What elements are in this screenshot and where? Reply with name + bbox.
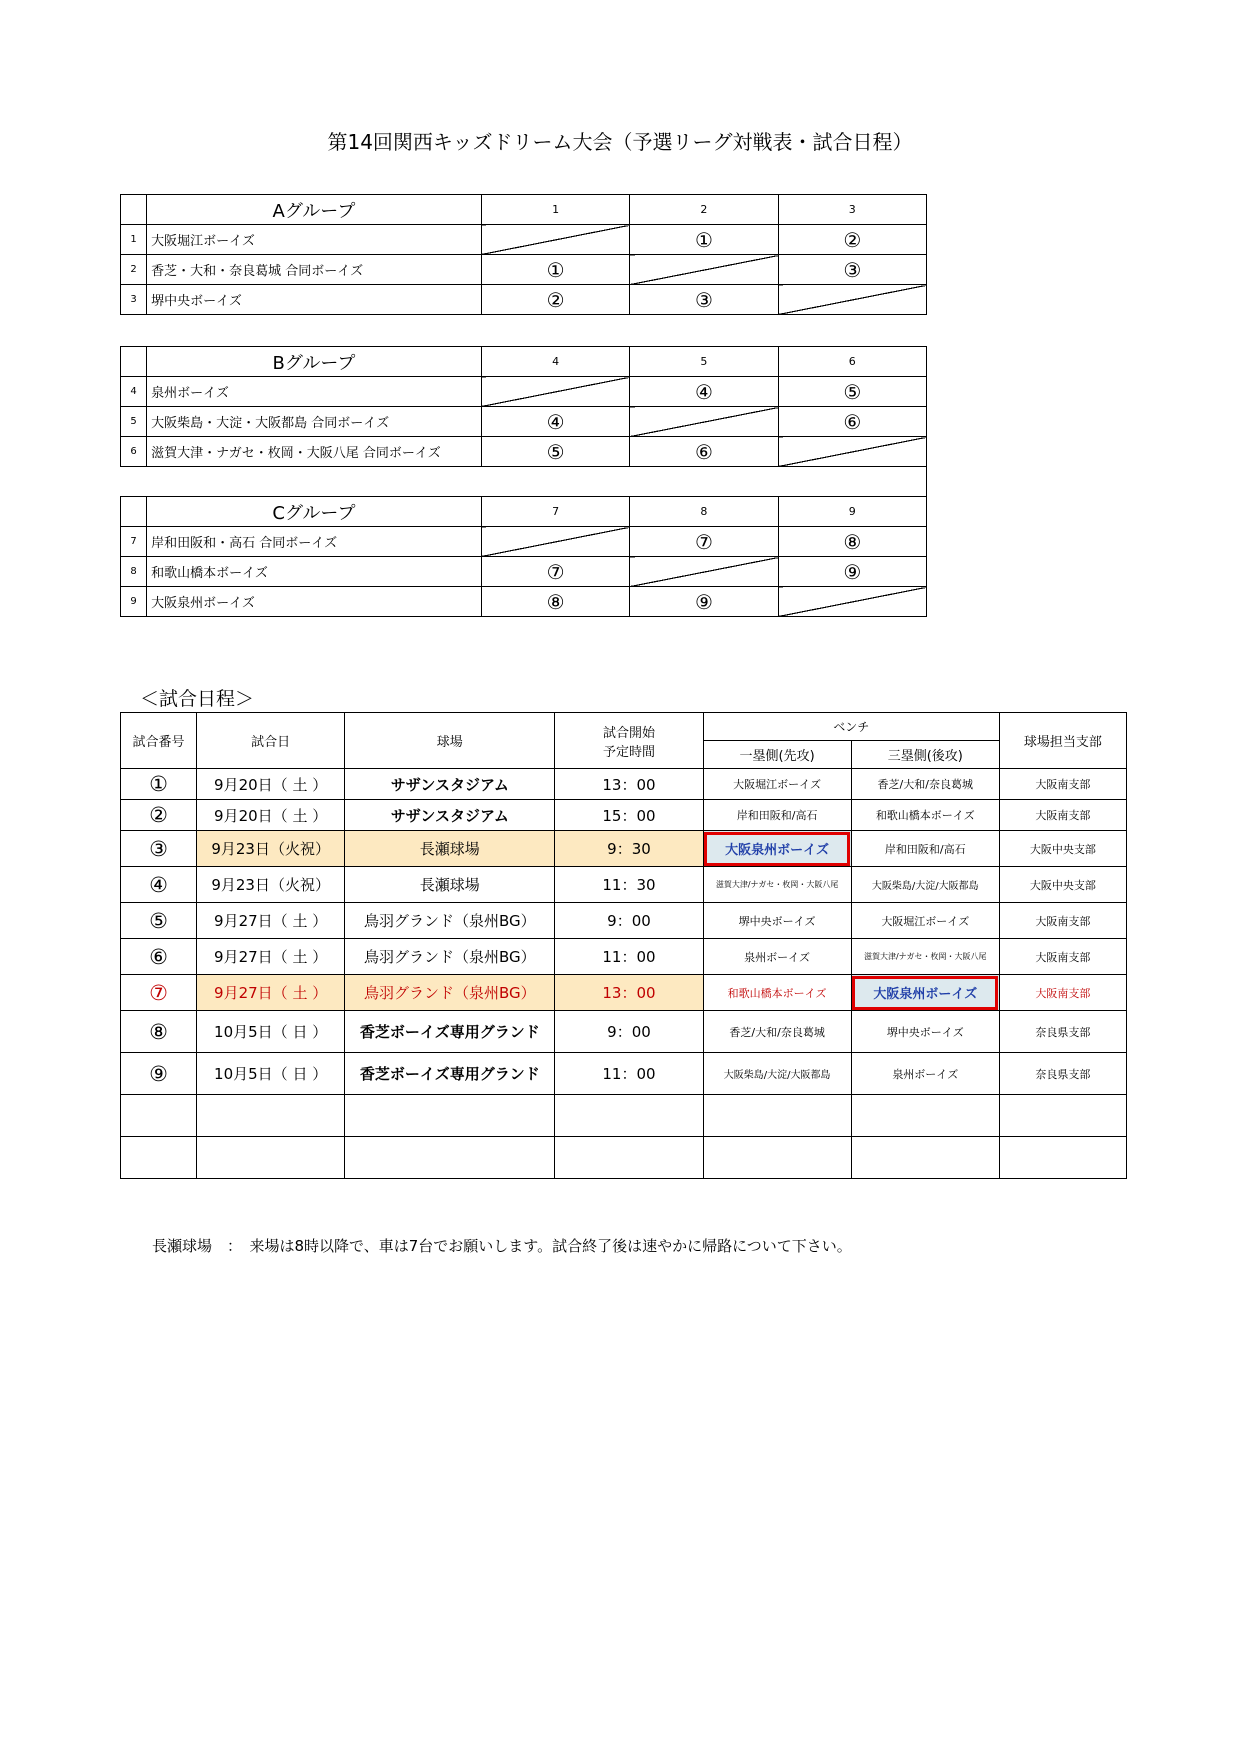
- column-header: 7: [481, 497, 629, 527]
- match-time: 13：00: [555, 769, 703, 800]
- team-row: [121, 437, 927, 467]
- third-base-team: 滋賀大津/ナガセ・枚岡・大阪八尾: [851, 939, 999, 975]
- team-name: 大阪泉州ボーイズ: [147, 587, 482, 617]
- match-cell: ③: [778, 255, 926, 285]
- match-cell: ⑨: [778, 557, 926, 587]
- group-a-table: [120, 194, 927, 315]
- first-base-team: 泉州ボーイズ: [703, 939, 851, 975]
- column-header: 5: [630, 347, 778, 377]
- team-row: [121, 527, 927, 557]
- match-number: ⑥: [121, 939, 197, 975]
- match-cell: ⑤: [778, 377, 926, 407]
- third-base-team: 堺中央ボーイズ: [851, 1011, 999, 1053]
- team-name: 大阪柴島・大淀・大阪都島 合同ボーイズ: [147, 407, 482, 437]
- team-row: [121, 377, 927, 407]
- match-cell: ④: [630, 377, 778, 407]
- match-venue: 香芝ボーイズ専用グランド: [345, 1011, 555, 1053]
- branch: 大阪南支部: [999, 800, 1126, 831]
- match-cell: ⑤: [481, 437, 629, 467]
- header-bench: ベンチ: [703, 713, 999, 741]
- header-first-base: 一塁側(先攻): [703, 741, 851, 769]
- first-base-team: 和歌山橋本ボーイズ: [703, 975, 851, 1011]
- match-number: ①: [121, 769, 197, 800]
- match-cell: ⑧: [481, 587, 629, 617]
- header-third-base: 三塁側(後攻): [851, 741, 999, 769]
- match-cell: ⑦: [481, 557, 629, 587]
- column-header: 3: [778, 195, 926, 225]
- group-name: Aグループ: [147, 195, 482, 225]
- team-number: 2: [121, 255, 147, 285]
- column-header: 8: [630, 497, 778, 527]
- group-name: Cグループ: [147, 497, 482, 527]
- header-date: 試合日: [197, 713, 345, 769]
- schedule-row: [121, 867, 1127, 903]
- branch: 大阪中央支部: [999, 867, 1126, 903]
- diagonal-cell: [778, 285, 926, 315]
- third-base-team: 岸和田阪和/高石: [851, 831, 999, 867]
- team-name: 大阪堀江ボーイズ: [147, 225, 482, 255]
- match-cell: ③: [630, 285, 778, 315]
- team-number: 3: [121, 285, 147, 315]
- team-number: 4: [121, 377, 147, 407]
- third-base-team: 大阪堀江ボーイズ: [851, 903, 999, 939]
- schedule-row: [121, 939, 1127, 975]
- match-time: 9：00: [555, 1011, 703, 1053]
- venue-note: 長瀬球場 ： 来場は8時以降で、車は7台でお願いします。試合終了後は速やかに帰路について下さい。: [152, 1237, 852, 1255]
- team-row: [121, 407, 927, 437]
- match-venue: サザンスタジアム: [345, 800, 555, 831]
- match-cell: ⑦: [630, 527, 778, 557]
- diagonal-cell: [481, 225, 629, 255]
- third-base-team: 大阪泉州ボーイズ: [851, 975, 999, 1011]
- match-cell: ⑥: [778, 407, 926, 437]
- group-name: Bグループ: [147, 347, 482, 377]
- first-base-team: 香芝/大和/奈良葛城: [703, 1011, 851, 1053]
- match-time: 11：30: [555, 867, 703, 903]
- match-time: 13：00: [555, 975, 703, 1011]
- diagonal-cell: [630, 557, 778, 587]
- team-name: 泉州ボーイズ: [147, 377, 482, 407]
- third-base-team: 和歌山橋本ボーイズ: [851, 800, 999, 831]
- document-title: 第14回関西キッズドリーム大会（予選リーグ対戦表・試合日程）: [327, 130, 913, 154]
- match-number: ④: [121, 867, 197, 903]
- header-venue: 球場: [345, 713, 555, 769]
- match-venue: 長瀬球場: [345, 831, 555, 867]
- match-date: 10月5日（ 日 ）: [197, 1011, 345, 1053]
- match-venue: 香芝ボーイズ専用グランド: [345, 1053, 555, 1095]
- first-base-team: 滋賀大津/ナガセ・枚岡・大阪八尾: [703, 867, 851, 903]
- group-bc-table: [120, 346, 927, 617]
- diagonal-cell: [481, 527, 629, 557]
- column-header: 6: [778, 347, 926, 377]
- match-time: 9：00: [555, 903, 703, 939]
- match-venue: 鳥羽グランド（泉州BG）: [345, 975, 555, 1011]
- schedule-row: [121, 903, 1127, 939]
- match-time: 11：00: [555, 1053, 703, 1095]
- match-cell: ⑧: [778, 527, 926, 557]
- team-name: 堺中央ボーイズ: [147, 285, 482, 315]
- match-number: ⑨: [121, 1053, 197, 1095]
- header-start-time-line1: 試合開始: [602, 725, 655, 741]
- team-row: [121, 225, 927, 255]
- branch: 大阪南支部: [999, 903, 1126, 939]
- match-cell: ⑥: [630, 437, 778, 467]
- match-venue: 鳥羽グランド（泉州BG）: [345, 939, 555, 975]
- match-cell: ⑨: [630, 587, 778, 617]
- third-base-team: 大阪柴島/大淀/大阪都島: [851, 867, 999, 903]
- team-row: [121, 557, 927, 587]
- first-base-team: 大阪泉州ボーイズ: [703, 831, 851, 867]
- match-cell: ①: [630, 225, 778, 255]
- team-row: [121, 587, 927, 617]
- team-name: 岸和田阪和・高石 合同ボーイズ: [147, 527, 482, 557]
- branch: 大阪南支部: [999, 939, 1126, 975]
- diagonal-cell: [778, 437, 926, 467]
- team-row: [121, 285, 927, 315]
- schedule-heading: ＜試合日程＞: [140, 688, 255, 710]
- schedule-table: [120, 712, 1127, 1179]
- third-base-team: 香芝/大和/奈良葛城: [851, 769, 999, 800]
- schedule-row: [121, 1053, 1127, 1095]
- match-venue: 長瀬球場: [345, 867, 555, 903]
- match-cell: ②: [778, 225, 926, 255]
- diagonal-cell: [778, 587, 926, 617]
- branch: 奈良県支部: [999, 1053, 1126, 1095]
- third-base-team: 泉州ボーイズ: [851, 1053, 999, 1095]
- header-match-no: 試合番号: [121, 713, 197, 769]
- team-name: 和歌山橋本ボーイズ: [147, 557, 482, 587]
- first-base-team: 岸和田阪和/高石: [703, 800, 851, 831]
- match-date: 9月27日（ 土 ）: [197, 903, 345, 939]
- match-venue: 鳥羽グランド（泉州BG）: [345, 903, 555, 939]
- match-date: 9月23日（火祝）: [197, 831, 345, 867]
- team-name: 滋賀大津・ナガセ・枚岡・大阪八尾 合同ボーイズ: [147, 437, 482, 467]
- header-start-time: [555, 713, 703, 769]
- first-base-team: 大阪堀江ボーイズ: [703, 769, 851, 800]
- branch: 大阪南支部: [999, 769, 1126, 800]
- team-name: 香芝・大和・奈良葛城 合同ボーイズ: [147, 255, 482, 285]
- match-cell: ④: [481, 407, 629, 437]
- branch: 大阪中央支部: [999, 831, 1126, 867]
- match-time: 11：00: [555, 939, 703, 975]
- schedule-row: [121, 1011, 1127, 1053]
- match-number: ⑦: [121, 975, 197, 1011]
- match-venue: サザンスタジアム: [345, 769, 555, 800]
- first-base-team: 堺中央ボーイズ: [703, 903, 851, 939]
- column-header: 1: [481, 195, 629, 225]
- header-branch: 球場担当支部: [999, 713, 1126, 769]
- team-number: 8: [121, 557, 147, 587]
- diagonal-cell: [481, 377, 629, 407]
- match-date: 9月27日（ 土 ）: [197, 939, 345, 975]
- diagonal-cell: [630, 255, 778, 285]
- match-date: 9月23日（火祝）: [197, 867, 345, 903]
- match-date: 9月27日（ 土 ）: [197, 975, 345, 1011]
- match-time: 15：00: [555, 800, 703, 831]
- column-header: 9: [778, 497, 926, 527]
- team-row: [121, 255, 927, 285]
- match-time: 9：30: [555, 831, 703, 867]
- match-number: ⑤: [121, 903, 197, 939]
- match-date: 9月20日（ 土 ）: [197, 769, 345, 800]
- column-header: 2: [630, 195, 778, 225]
- match-cell: ②: [481, 285, 629, 315]
- team-number: 7: [121, 527, 147, 557]
- match-date: 9月20日（ 土 ）: [197, 800, 345, 831]
- team-number: 1: [121, 225, 147, 255]
- match-date: 10月5日（ 日 ）: [197, 1053, 345, 1095]
- empty-row: [121, 1095, 1127, 1137]
- team-number: 6: [121, 437, 147, 467]
- team-number: 9: [121, 587, 147, 617]
- diagonal-cell: [630, 407, 778, 437]
- empty-row: [121, 1137, 1127, 1179]
- schedule-row: [121, 769, 1127, 800]
- column-header: 4: [481, 347, 629, 377]
- match-number: ②: [121, 800, 197, 831]
- branch: 大阪南支部: [999, 975, 1126, 1011]
- branch: 奈良県支部: [999, 1011, 1126, 1053]
- match-cell: ①: [481, 255, 629, 285]
- schedule-row: [121, 800, 1127, 831]
- schedule-row: [121, 831, 1127, 867]
- team-number: 5: [121, 407, 147, 437]
- schedule-row: [121, 975, 1127, 1011]
- match-number: ③: [121, 831, 197, 867]
- match-number: ⑧: [121, 1011, 197, 1053]
- header-start-time-line2: 予定時間: [602, 744, 655, 760]
- first-base-team: 大阪柴島/大淀/大阪都島: [703, 1053, 851, 1095]
